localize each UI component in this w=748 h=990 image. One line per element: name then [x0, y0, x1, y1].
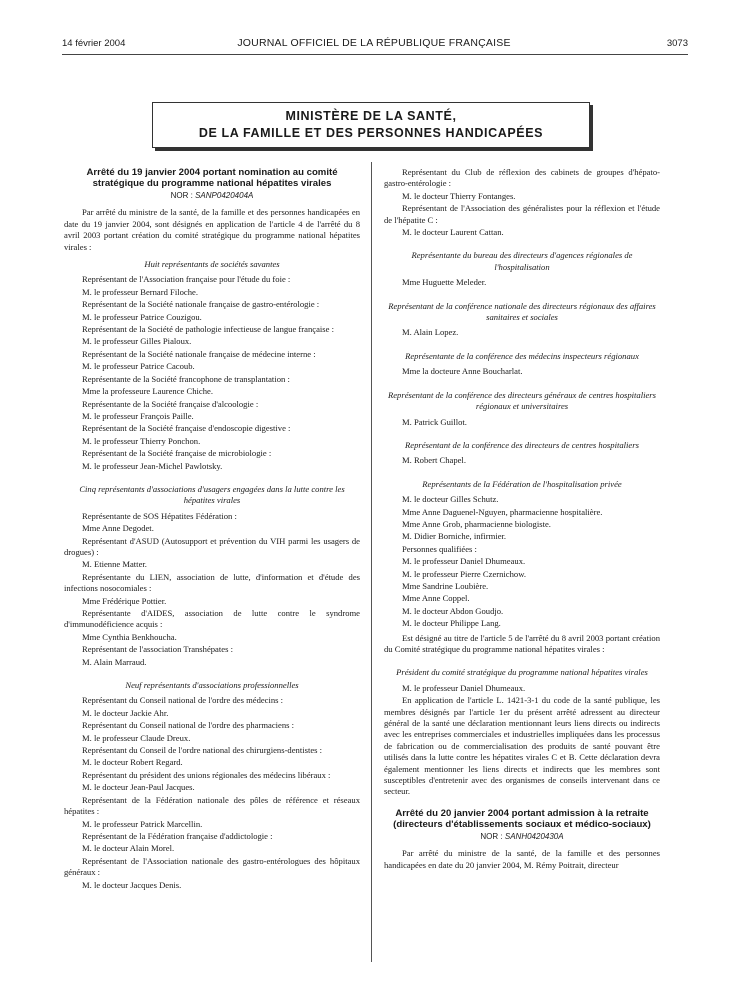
section-heading: Représentant de la conférence des directeurs généraux de centres hospitaliers régionaux et universitaires — [387, 389, 656, 412]
member-name: Personnes qualifiées : — [402, 543, 477, 554]
member-name: M. le docteur Jean-Paul Jacques. — [82, 782, 195, 793]
member-name: M. le docteur Jacques Denis. — [82, 879, 182, 890]
representative-label: Représentant de la Fédération française d'addictologie : — [82, 830, 273, 841]
member-list — [64, 511, 360, 668]
representative-label: Représentante de la Société française d'alcoologie : — [82, 398, 259, 409]
left-column — [64, 167, 360, 892]
member-name: M. le professeur Jean-Michel Pawlotsky. — [82, 460, 223, 471]
ministry-title-line-2: DE LA FAMILLE ET DES PERSONNES HANDICAPÉES — [198, 126, 544, 140]
member-name: M. le professeur Gilles Pialoux. — [82, 336, 192, 347]
decree-intro: Par arrêté du ministre de la santé, de la famille et des personnes handicapées en date du 20 janvier 2004, M. Rémy Poitrait, directeur — [384, 848, 660, 870]
member-name: M. le professeur Bernard Filoche. — [82, 286, 198, 297]
representative-label: Représentant du Conseil national de l'ordre des pharmaciens : — [82, 720, 295, 731]
member-name: M. le professeur Patrick Marcellin. — [82, 818, 203, 829]
member-list — [64, 274, 360, 472]
representative-label: Représentant du Conseil national de l'ordre des médecins : — [82, 695, 284, 706]
member-name: Mme Anne Daguenel-Nguyen, pharmacienne hospitalière. — [402, 506, 603, 517]
section-heading: Représentants de la Fédération de l'hospitalisation privée — [422, 478, 622, 489]
representative-label: Représentante d'AIDES, association de lutte contre le syndrome d'immunodéficience acquis : — [64, 608, 360, 630]
section-heading: Huit représentants de sociétés savantes — [144, 259, 280, 270]
representative-label: Représentant de l'Association française pour l'étude du foie : — [82, 274, 291, 285]
section-heading: Neuf représentants d'associations professionnelles — [125, 680, 299, 691]
member-name: M. le docteur Thierry Fontanges. — [402, 190, 516, 201]
page-number: 3073 — [666, 38, 688, 49]
representative-label: Représentant de la Société française de microbiologie : — [82, 448, 272, 459]
member-name: Mme Frédérique Pottier. — [82, 595, 167, 606]
member-name: Mme Sandrine Loubière. — [402, 580, 489, 591]
nor-code: SANP0420404A — [195, 191, 254, 200]
journal-title: JOURNAL OFFICIEL DE LA RÉPUBLIQUE FRANÇAISE — [237, 37, 511, 49]
nor-reference — [64, 190, 360, 201]
representative-label: Représentante du LIEN, association de lutte, d'information et d'étude des infections nosocomiales : — [64, 571, 360, 594]
member-name: M. Etienne Matter. — [82, 559, 147, 570]
member-name: M. le professeur Thierry Ponchon. — [82, 435, 201, 446]
member-name: Mme Cynthia Benkhoucha. — [82, 631, 177, 642]
member-name: Mme Anne Degodet. — [82, 523, 154, 534]
section-heading: Président du comité stratégique du programme national hépatites virales — [396, 667, 648, 678]
representative-label: Représentant du Conseil de l'ordre national des chirurgiens-dentistes : — [82, 745, 323, 756]
ministry-box — [152, 102, 590, 148]
representative-label: Représentant de la Fédération nationale des pôles de référence et réseaux hépatites : — [64, 794, 360, 817]
decree-title: Arrêté du 20 janvier 2004 portant admission à la retraite (directeurs d'établissements sociaux et médico-sociaux) — [393, 807, 651, 830]
representative-label: Représentant de la Société nationale française de gastro-entérologie : — [82, 299, 320, 310]
member-name: M. le docteur Abdon Goudjo. — [402, 605, 504, 616]
member-name: M. Alain Lopez. — [402, 327, 459, 338]
column-divider — [371, 162, 372, 962]
member-name: M. Alain Marraud. — [82, 656, 147, 667]
representative-label: Représentant de l'Association des généralistes pour la réflexion et l'étude de l'hépatite C : — [384, 203, 660, 225]
member-list — [384, 167, 660, 238]
member-name: M. Robert Chapel. — [402, 455, 466, 466]
header-rule — [62, 54, 688, 55]
member-name: M. le professeur Patrice Couzigou. — [82, 311, 202, 322]
section-heading: Représentant de la conférence nationale des directeurs régionaux des affaires sanitaires et sociales — [388, 300, 656, 323]
representative-label: Représentant de l'Association nationale des gastro-entérologues des hôpitaux généraux : — [64, 855, 360, 878]
member-name: M. Didier Borniche, infirmier. — [402, 531, 507, 542]
nor-code: SANH0420430A — [504, 831, 564, 841]
member-name: M. le professeur Daniel Dhumeaux. — [402, 556, 526, 567]
member-name: M. le professeur Claude Dreux. — [82, 732, 191, 743]
member-name: Mme la professeure Laurence Chiche. — [82, 386, 213, 397]
member-list — [384, 494, 660, 629]
representative-label: Représentant du Club de réflexion des cabinets de groupes d'hépato-gastro-entérologie : — [384, 167, 660, 189]
header-date: 14 février 2004 — [62, 38, 126, 49]
member-name: M. le professeur Pierre Czernichow. — [402, 568, 527, 579]
representative-label: Représentant d'ASUD (Autosupport et prévention du VIH parmi les usagers de drogues) : — [64, 535, 360, 557]
application-paragraph: En application de l'article L. 1421-3-1 du code de la santé publique, les membres désignés par l'article 1er du présent arrêté adressent au directeur général de la santé une déclaration mentionnant leurs liens directs ou indirects avec les entreprises commerciales et industrielles impliquées dans les processus de fabrication ou de commercialisation des produits de santé pouvant être utilisés dans la lutte contre les hépatites virales C et B. Cette déclaration devra également mentionner les liens directs et indirects que les membres sont susceptibles d'entretenir avec des organismes de conseils intervenant dans ce secteur. — [384, 695, 660, 797]
member-name: M. le docteur Alain Morel. — [82, 843, 175, 854]
representative-label: Représentant de l'association Transhépates : — [82, 644, 233, 655]
right-column — [384, 167, 660, 872]
member-name: Mme Anne Coppel. — [402, 593, 470, 604]
nor-reference — [384, 831, 660, 842]
section-heading: Représentant de la conférence des directeurs de centres hospitaliers — [405, 439, 639, 450]
representative-label: Représentante de la Société francophone de transplantation : — [82, 373, 290, 384]
member-name: Mme Huguette Meleder. — [402, 277, 487, 288]
representative-label: Représentant de la Société nationale française de médecine interne : — [82, 348, 316, 359]
representative-label: Représentante de SOS Hépatites Fédération : — [82, 510, 237, 521]
section-heading: Représentante de la conférence des médecins inspecteurs régionaux — [405, 350, 639, 361]
member-name: Mme la docteure Anne Boucharlat. — [402, 366, 523, 377]
member-name: M. Patrick Guillot. — [402, 416, 467, 427]
decree-title: Arrêté du 19 janvier 2004 portant nomination au comité stratégique du programme national hépatites virales — [86, 167, 338, 189]
member-name: M. le docteur Robert Regard. — [82, 757, 183, 768]
representative-label: Représentant de la Société française d'endoscopie digestive : — [82, 423, 291, 434]
nor-label: NOR : — [170, 191, 193, 200]
member-name: M. le docteur Philippe Lang. — [402, 618, 501, 629]
decree-intro: Par arrêté du ministre de la santé, de la famille et des personnes handicapées en date du 19 janvier 2004, sont désignés en application de l'article 4 de l'arrêté du 8 avril 2003 portant création du comité stratégique du programme national hépatites virales : — [64, 207, 360, 252]
member-name: M. le professeur Daniel Dhumeaux. — [402, 682, 526, 693]
representative-label: Représentant de la Société de pathologie infectieuse de langue française : — [82, 324, 334, 335]
page-header — [0, 0, 748, 60]
section-heading: Cinq représentants d'associations d'usagers engagées dans la lutte contre les hépatites virales — [79, 483, 345, 506]
section-heading: Représentante du bureau des directeurs d'agences régionales de l'hospitalisation — [411, 250, 633, 272]
member-list — [64, 695, 360, 891]
ministry-title-line-1: MINISTÈRE DE LA SANTÉ, — [285, 109, 457, 123]
member-name: Mme Anne Grob, pharmacienne biologiste. — [402, 518, 551, 529]
member-name: M. le docteur Laurent Cattan. — [402, 227, 504, 238]
member-name: M. le professeur François Paille. — [82, 410, 194, 421]
nor-label: NOR : — [480, 831, 503, 841]
representative-label: Représentant du président des unions régionales des médecins libéraux : — [82, 769, 331, 780]
member-name: M. le docteur Gilles Schutz. — [402, 494, 499, 505]
member-name: M. le docteur Jackie Ahr. — [82, 707, 169, 718]
designation-paragraph: Est désigné au titre de l'article 5 de l'arrêté du 8 avril 2003 portant création du Comité stratégique du programme national hépatites virales : — [384, 632, 660, 654]
member-name: M. le professeur Patrice Cacoub. — [82, 361, 195, 372]
